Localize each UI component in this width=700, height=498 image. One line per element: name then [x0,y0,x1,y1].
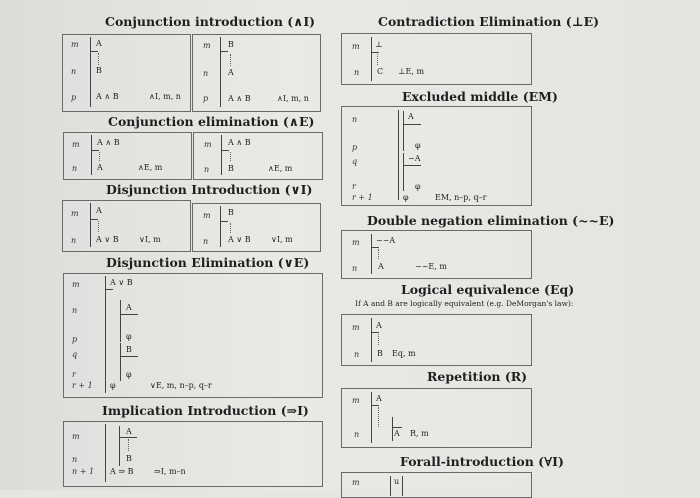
conj-elim-left-box: m n A ∧ B A ∧E, m [63,132,192,180]
disj-intro-title: Disjunction Introduction (∨I) [106,182,313,197]
double-neg-title: Double negation elimination (~~E) [367,213,615,228]
repetition-box: m n A A R, m [341,388,532,448]
disj-elim-box: m n p q r r + 1 A ∨ B A φ B φ φ ∨E, m, n–p, q–r [63,273,323,398]
disj-intro-right-box: m n B A ∨ B ∨I, m [192,203,321,252]
repetition-title: Repetition (R) [427,369,528,384]
disj-intro-left-box: m n A A ∨ B ∨I, m [62,200,191,252]
double-neg-box: m n ~~A A ~~E, m [341,230,532,279]
logical-eq-title: Logical equivalence (Eq) [401,282,575,297]
conj-elim-title: Conjunction elimination (∧E) [108,114,315,129]
impl-intro-title: Implication Introduction (⇒I) [102,403,309,418]
conj-intro-left-box: m n p A B A ∧ B ∧I, m, n [62,34,191,112]
logical-eq-note: If A and B are logically equivalent (e.g. DeMorgan's law): [355,299,574,308]
excluded-middle-title: Excluded middle (EM) [402,89,558,104]
conj-elim-right-box: m n A ∧ B B ∧E, m [193,132,323,180]
forall-intro-box: m u [341,472,532,498]
contra-elim-box: m n ⊥ C ⊥E, m [341,33,532,85]
forall-intro-title: Forall-introduction (∀I) [400,454,564,469]
excluded-middle-box: n p q r r + 1 A φ ~A φ φ EM, n–p, q–r [341,106,532,206]
conj-intro-title: Conjunction introduction (∧I) [105,14,316,29]
disj-elim-title: Disjunction Elimination (∨E) [106,255,310,270]
contra-elim-title: Contradiction Elimination (⊥E) [378,14,600,29]
logical-eq-box: m n A B Eq, m [341,314,532,366]
impl-intro-box: m n n + 1 A B A ⇒ B ⇒I, m–n [63,421,323,487]
conj-intro-right-box: m n p B A A ∧ B ∧I, m, n [192,34,321,112]
